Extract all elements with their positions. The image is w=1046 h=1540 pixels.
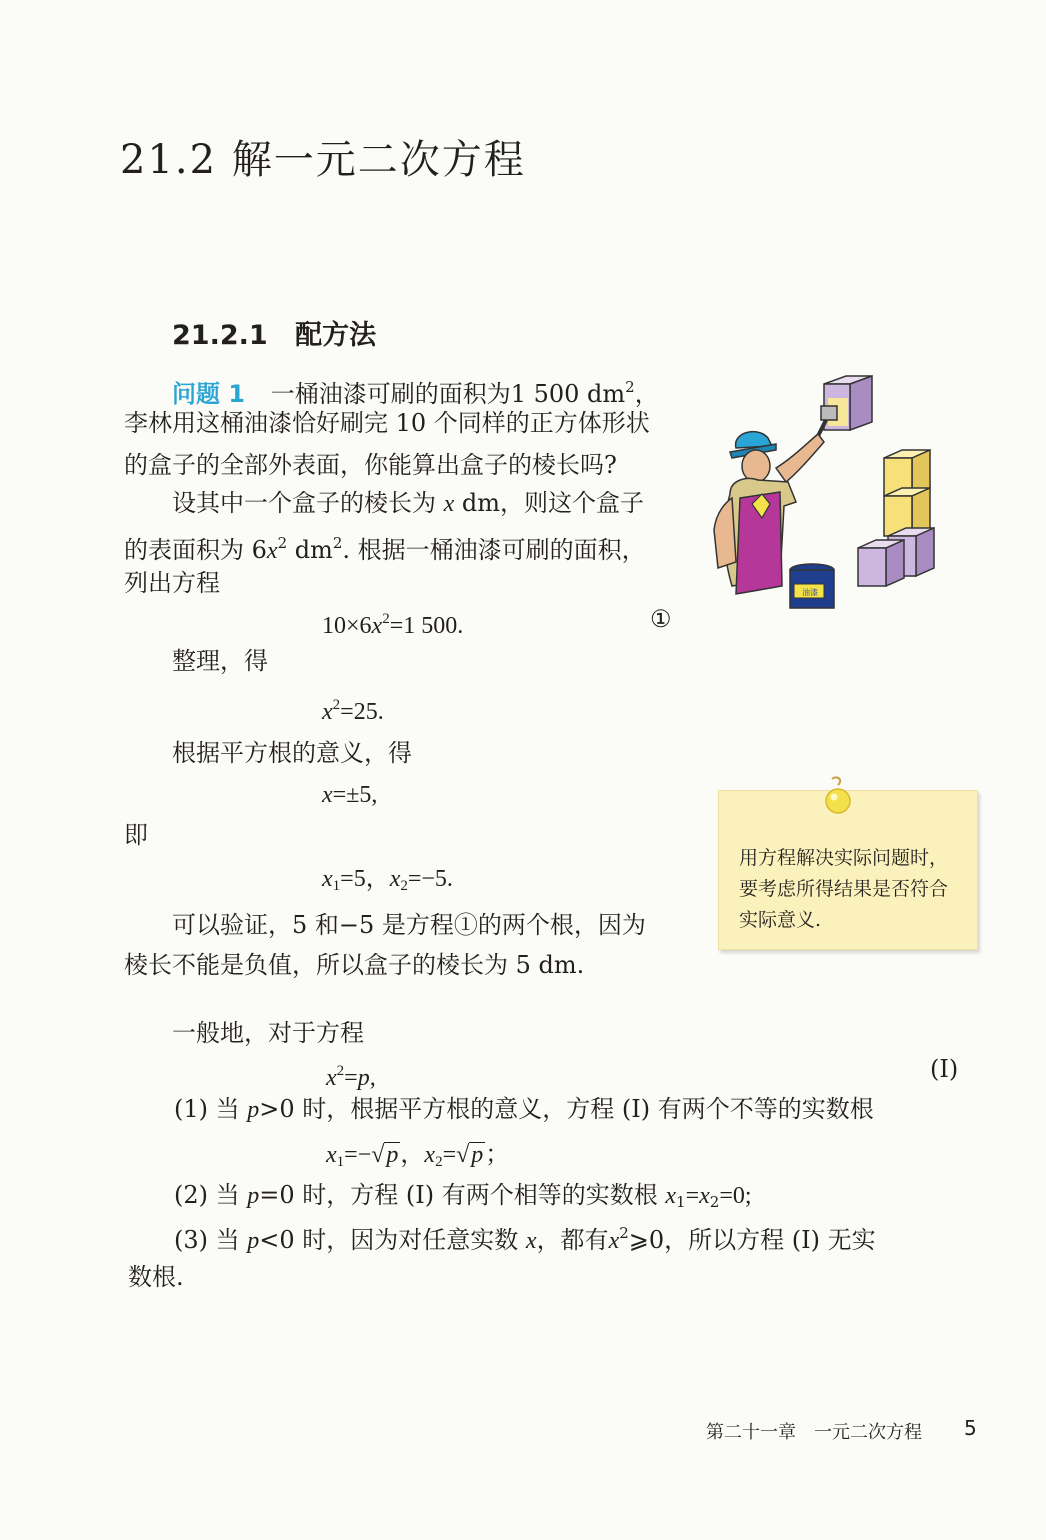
equation-1 xyxy=(322,604,463,641)
text: ； xyxy=(485,1142,510,1168)
text: = xyxy=(685,1183,700,1209)
text: dm xyxy=(287,536,333,564)
superscript: 2 xyxy=(619,1224,629,1242)
case-1 xyxy=(174,1094,874,1125)
superscript: 2 xyxy=(332,534,343,552)
text: ，都有 xyxy=(536,1226,609,1254)
body-line: 整理，得 xyxy=(172,647,268,675)
text: ， xyxy=(400,1142,425,1168)
variable: x xyxy=(699,1183,710,1209)
subscript: 1 xyxy=(336,1154,345,1170)
text: , xyxy=(369,1065,376,1091)
variable: x xyxy=(608,1228,620,1254)
variable: x xyxy=(389,866,401,892)
punct: ， xyxy=(634,380,659,408)
body-line xyxy=(172,488,644,519)
radicand: p xyxy=(471,1142,484,1168)
equation-I xyxy=(326,1056,376,1093)
problem-line-3: 的盒子的全部外表面，你能算出盒子的棱长吗? xyxy=(124,451,617,479)
variable: x xyxy=(665,1183,677,1209)
variable: p xyxy=(247,1097,260,1123)
variable: x xyxy=(424,1142,436,1168)
variable: x xyxy=(525,1228,537,1254)
text: = xyxy=(344,1065,358,1091)
subscript: 2 xyxy=(400,878,408,894)
text: =1 500. xyxy=(389,613,464,639)
text: =5， xyxy=(340,866,390,892)
section-title: 21.2 解一元二次方程 xyxy=(120,137,526,183)
variable: x xyxy=(322,866,333,892)
body-line: 可以验证，5 和−5 是方程①的两个根，因为 xyxy=(172,911,646,939)
text: =25. xyxy=(340,699,384,725)
superscript: 2 xyxy=(277,534,288,552)
equation-3 xyxy=(322,780,377,810)
text: <0 时，因为对任意实数 xyxy=(259,1226,526,1254)
variable: x xyxy=(322,782,333,808)
text: . 根据一桶油漆可刷的面积， xyxy=(342,536,646,564)
problem-text: 一桶油漆可刷的面积为1 500 dm xyxy=(270,380,626,408)
variable: x xyxy=(443,491,455,517)
pushpin-icon xyxy=(814,775,864,825)
variable: x xyxy=(326,1065,337,1091)
cube-stack xyxy=(858,450,934,586)
problem-line-1 xyxy=(172,372,659,409)
subsection-number: 21.2.1 xyxy=(172,320,268,351)
equation-number: ① xyxy=(650,605,672,633)
text: = xyxy=(442,1142,457,1168)
variable: x xyxy=(326,1142,337,1168)
painter-illustration xyxy=(696,372,956,622)
problem-line-2: 李林用这桶油漆恰好刷完 10 个同样的正方体形状 xyxy=(124,409,650,437)
paint-can-icon xyxy=(790,564,834,608)
sqrt-sign: √ xyxy=(371,1142,385,1168)
variable: x xyxy=(266,538,278,564)
variable: x xyxy=(322,699,333,725)
body-line: 即 xyxy=(124,821,148,849)
variable: x xyxy=(371,613,383,639)
cube-icon xyxy=(824,376,872,430)
text: 的表面积为 6 xyxy=(124,536,267,564)
equation-4 xyxy=(322,864,453,901)
superscript: 2 xyxy=(382,611,390,627)
text: >0 时，根据平方根的意义，方程 (Ⅰ) 有两个不等的实数根 xyxy=(259,1095,874,1123)
body-line xyxy=(124,528,646,566)
text: (3) 当 xyxy=(174,1226,248,1254)
case-3-continued: 数根. xyxy=(128,1263,184,1291)
subscript: 1 xyxy=(676,1193,686,1211)
radicand: p xyxy=(386,1142,399,1168)
subscript: 1 xyxy=(332,878,341,894)
variable: p xyxy=(247,1228,260,1254)
text: =0; xyxy=(719,1183,752,1209)
problem-label: 问题 1 xyxy=(172,380,246,408)
text: (1) 当 xyxy=(174,1095,248,1123)
subsection-title xyxy=(172,313,376,352)
case-1-roots xyxy=(326,1140,509,1177)
text: dm，则这个盒子 xyxy=(454,489,645,517)
case-2 xyxy=(174,1180,752,1217)
subscript: 2 xyxy=(435,1154,443,1170)
equation-2 xyxy=(322,690,384,727)
variable: p xyxy=(247,1183,260,1209)
text: =0 时，方程 (Ⅰ) 有两个相等的实数根 xyxy=(259,1181,666,1209)
variable: p xyxy=(357,1065,370,1091)
side-note-text: 用方程解决实际问题时，要考虑所得结果是否符合实际意义. xyxy=(739,847,949,931)
body-line: 一般地，对于方程 xyxy=(172,1019,364,1047)
subsection-name: 配方法 xyxy=(295,320,377,351)
paint-can-label: 油漆 xyxy=(802,588,818,597)
text: ⩾0，所以方程 (Ⅰ) 无实 xyxy=(628,1226,876,1254)
body-line: 列出方程 xyxy=(124,569,220,597)
text: =−5. xyxy=(407,866,453,892)
text: 10×6 xyxy=(322,613,372,639)
text: 设其中一个盒子的棱长为 xyxy=(172,489,444,517)
side-note xyxy=(718,790,978,950)
body-line: 棱长不能是负值，所以盒子的棱长为 5 dm. xyxy=(124,951,585,979)
superscript: 2 xyxy=(336,1063,345,1079)
footer-chapter: 第二十一章 一元二次方程 xyxy=(706,1422,922,1443)
text: =±5, xyxy=(332,782,378,808)
case-3 xyxy=(174,1218,876,1256)
text: (2) 当 xyxy=(174,1181,248,1209)
page-number: 5 xyxy=(964,1416,977,1440)
text: =− xyxy=(344,1142,372,1168)
equation-label: (Ⅰ) xyxy=(930,1055,959,1083)
body-line: 根据平方根的意义，得 xyxy=(172,739,412,767)
superscript: 2 xyxy=(625,378,635,396)
superscript: 2 xyxy=(332,697,341,713)
sqrt-sign: √ xyxy=(456,1142,470,1168)
subscript: 2 xyxy=(709,1193,720,1211)
